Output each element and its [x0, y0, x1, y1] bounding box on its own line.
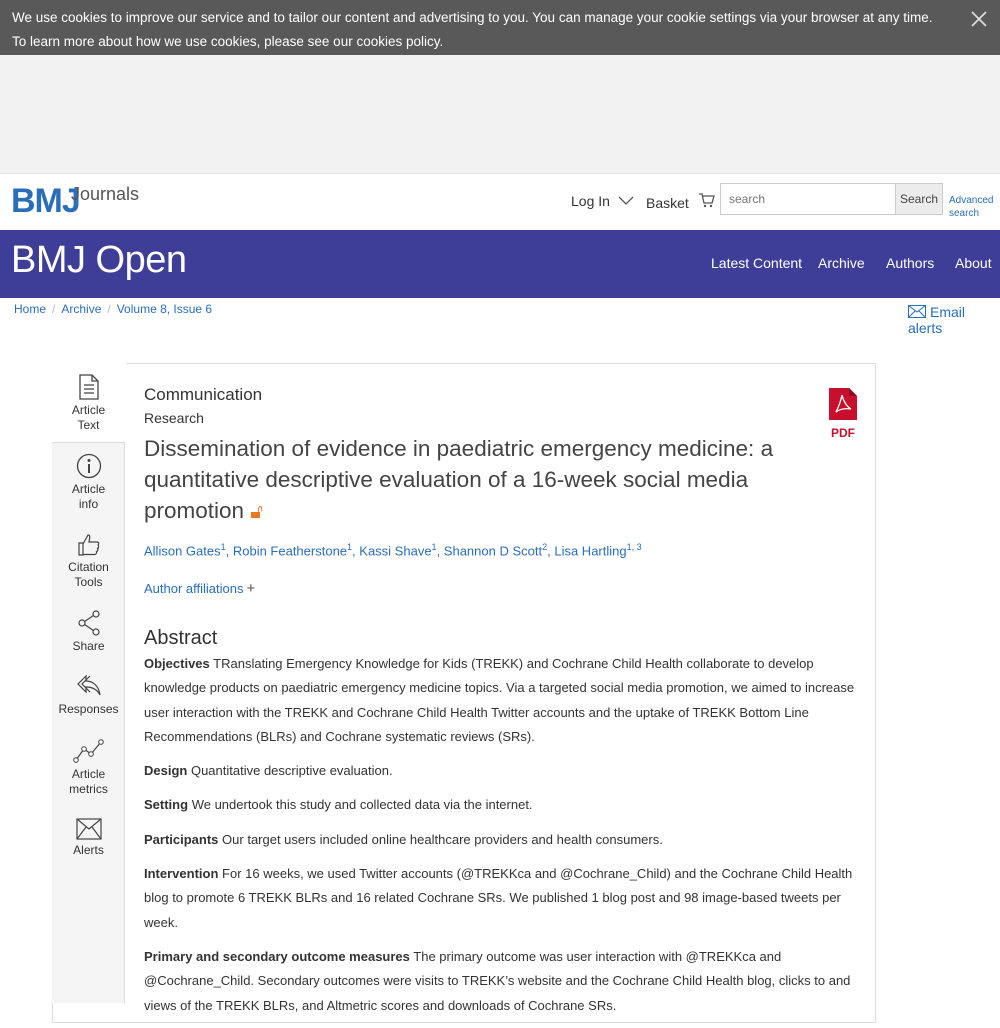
- breadcrumb-home[interactable]: Home: [14, 302, 47, 316]
- author-affiliation-number: 2: [542, 542, 548, 552]
- abstract-section-text: TRanslating Emergency Knowledge for Kids (TREKK) and Cochrane Child Health collaborate to develop knowledge products on paediatric emergency medicine topics. Via a targeted social media promotion, we aimed to increase user interaction with the TREKK and Cochrane Child Health Twitter accounts and the uptake of TREKK Bottom Line Recommendations (BLRs) and Cochrane systematic reviews (SRs).: [144, 656, 855, 744]
- logo-journals-text: Journals: [71, 184, 140, 204]
- nav-archive[interactable]: Archive: [818, 255, 865, 271]
- search-input[interactable]: [720, 183, 896, 215]
- share-icon: [77, 610, 101, 636]
- breadcrumb-separator: /: [52, 302, 56, 316]
- login-label: Log In: [571, 193, 610, 209]
- advanced-search-label: Advanced search: [949, 195, 994, 219]
- abstract-section-label: Objectives: [144, 656, 210, 671]
- author-affiliation-number: 1, 3: [626, 542, 642, 552]
- pdf-label: PDF: [831, 426, 855, 440]
- sidebar-label: metrics: [69, 782, 108, 796]
- abstract-heading: Abstract: [144, 627, 218, 649]
- abstract-section-label: Primary and secondary outcome measures: [144, 948, 410, 964]
- article-sidebar: [52, 363, 125, 1003]
- basket-icon: [698, 192, 716, 208]
- login-button[interactable]: [571, 193, 634, 209]
- sidebar-item-article-metrics[interactable]: [52, 738, 125, 797]
- close-icon[interactable]: [968, 8, 990, 30]
- sidebar-label: Citation: [68, 560, 109, 574]
- thumbs-up-icon: [78, 533, 100, 557]
- search-button[interactable]: Search: [895, 183, 943, 215]
- abstract-section-text: The primary outcome was user interaction with @TREKKca and @Cochrane_Child. Secondary outcomes were visits to TREKK’s website and the Cochrane Child Health blog, clicks to and views of the TREKK BLRs, and Altmetric scores and downloads of Cochrane SRs.: [144, 948, 851, 1013]
- article-title: [144, 433, 784, 528]
- abstract-section-label: Participants: [144, 831, 219, 847]
- open-access-icon: 🔓︎: [250, 501, 264, 523]
- journal-banner: [0, 230, 1000, 298]
- author-link[interactable]: Shannon D Scott: [443, 543, 543, 559]
- abstract-section-label: Intervention: [144, 866, 219, 882]
- author-affiliation-number: 1: [347, 542, 353, 552]
- author-affiliations-label: Author affiliations: [144, 581, 244, 596]
- metrics-icon: [73, 738, 105, 764]
- author-link[interactable]: Lisa Hartling: [554, 543, 627, 559]
- author-affiliation-number: 1: [431, 542, 437, 552]
- email-alerts-label: Email alerts: [908, 304, 966, 336]
- document-icon: [79, 374, 99, 400]
- nav-latest-content[interactable]: Latest Content: [711, 255, 803, 271]
- logo-bmj-text: BMJ: [11, 182, 80, 220]
- breadcrumb-archive[interactable]: Archive: [61, 302, 102, 316]
- article-title-text: Dissemination of evidence in paediatric emergency medicine: a quantitative descriptive evaluation of a 16-week social media promotion: [144, 436, 774, 523]
- author-affiliation-number: 1: [220, 542, 226, 552]
- email-alerts-link[interactable]: [908, 304, 1000, 336]
- sidebar-label: Tools: [74, 575, 103, 589]
- author-list: Allison Gates$^1$, Robin Featherstone$^1$, Kassi Shave$^1$, Shannon D Scott$^2$, Lisa Hartling$^{1, 3}$: [144, 542, 642, 559]
- abstract-section-text: For 16 weeks, we used Twitter accounts (@TREKKca and @Cochrane_Child) and the Cochrane Child Health blog to promote 6 TREKK BLRs and 16 related Cochrane SRs. We published 1 blog post and 98 image-based tweets per week.: [144, 866, 853, 930]
- journal-title[interactable]: BMJ Open: [11, 239, 187, 281]
- nav-about[interactable]: About: [955, 255, 992, 271]
- abstract-section-label: Setting: [144, 797, 189, 813]
- ad-space: [0, 55, 1000, 173]
- cookie-banner: [0, 0, 1000, 55]
- reply-icon: [76, 673, 102, 699]
- basket-label: Basket: [646, 195, 689, 211]
- breadcrumb-issue[interactable]: Volume 8, Issue 6: [116, 302, 213, 316]
- abstract-section-text: We undertook this study and collected data via the internet.: [191, 797, 533, 813]
- author-affiliations-toggle[interactable]: [144, 580, 255, 597]
- nav-authors[interactable]: Authors: [886, 255, 935, 271]
- abstract-section-text: Our target users included online healthcare providers and health consumers.: [222, 831, 663, 847]
- envelope-icon: [908, 305, 926, 318]
- breadcrumb: [14, 302, 212, 316]
- pdf-icon: [829, 388, 857, 420]
- author-link[interactable]: Robin Featherstone: [232, 543, 348, 559]
- abstract-section-label: Design: [144, 763, 188, 779]
- sidebar-item-citation-tools[interactable]: [52, 533, 125, 590]
- sidebar-item-responses[interactable]: [52, 673, 125, 717]
- abstract-section: [144, 759, 859, 783]
- abstract-section: [144, 828, 859, 852]
- breadcrumb-separator: /: [107, 302, 111, 316]
- site-header: [0, 173, 1000, 230]
- sidebar-label: Article: [71, 403, 106, 417]
- sidebar-label: info: [78, 497, 99, 511]
- abstract-section: [144, 862, 859, 935]
- author-link[interactable]: Kassi Shave: [359, 543, 432, 559]
- sidebar-item-article-info[interactable]: [52, 453, 125, 512]
- author-link[interactable]: Allison Gates: [144, 543, 221, 559]
- envelope-icon: [76, 818, 102, 840]
- sidebar-item-share[interactable]: [52, 610, 125, 654]
- sidebar-label: Share: [72, 639, 105, 653]
- plus-icon: +: [246, 580, 256, 597]
- abstract-section: [144, 652, 859, 749]
- sidebar-item-article-text[interactable]: [52, 363, 126, 443]
- pdf-download-button[interactable]: [828, 388, 858, 440]
- sidebar-item-alerts[interactable]: [52, 818, 125, 858]
- chevron-down-icon: [618, 196, 634, 206]
- info-icon: [76, 453, 102, 479]
- basket-button[interactable]: [646, 192, 716, 211]
- sidebar-label: Responses: [58, 702, 119, 716]
- sidebar-label: Text: [77, 418, 100, 432]
- abstract-body: [144, 652, 859, 1028]
- article-type: Communication: [144, 385, 263, 404]
- sidebar-label: Article: [71, 482, 106, 496]
- abstract-section: [144, 945, 859, 1018]
- sidebar-label: Alerts: [73, 843, 104, 857]
- advanced-search-link[interactable]: [949, 194, 997, 220]
- cookie-text: We use cookies to improve our service and to tailor our content and advertising to you. You can manage your cookie settings via your browser at any time. To learn more about how we use cookies, please see our cookies policy.: [12, 10, 933, 49]
- abstract-section: [144, 793, 859, 817]
- abstract-section-text: Quantitative descriptive evaluation.: [190, 763, 393, 779]
- sidebar-label: Article: [71, 767, 106, 781]
- article-subtype: Research: [144, 410, 204, 426]
